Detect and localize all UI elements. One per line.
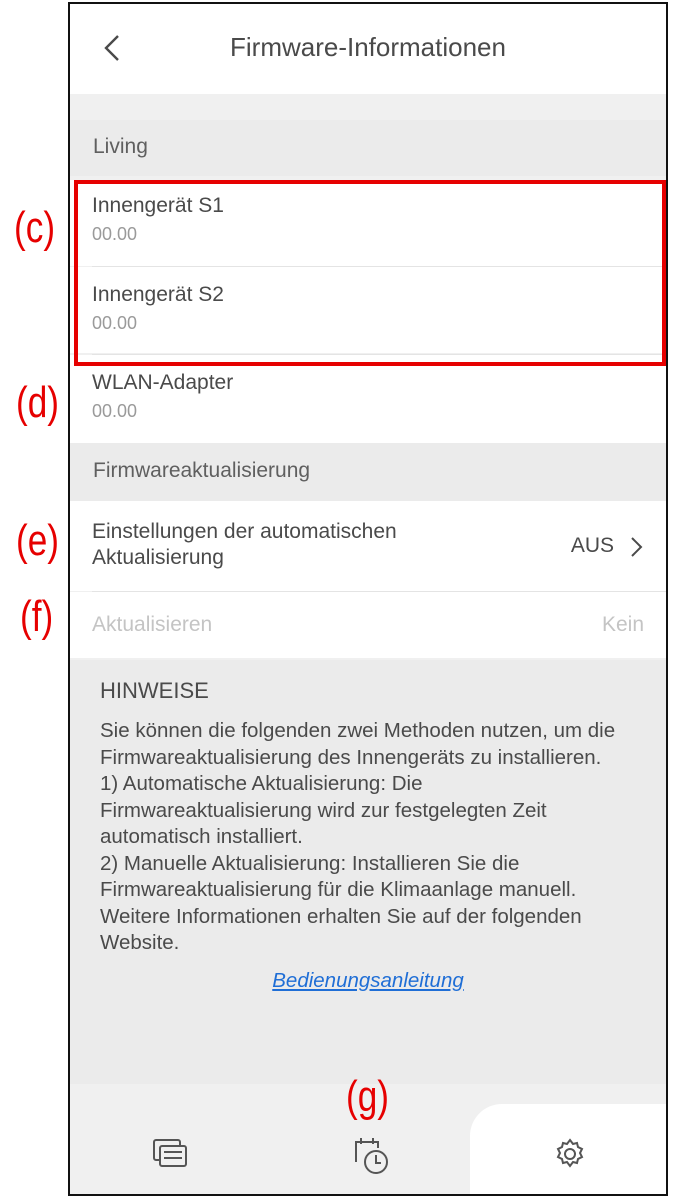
nav-settings-button[interactable] <box>548 1132 592 1176</box>
device-version: 00.00 <box>92 224 138 244</box>
device-row-wlan <box>70 355 666 443</box>
device-name: WLAN-Adapter <box>92 371 234 394</box>
notes-heading: HINWEISE <box>100 678 209 703</box>
nav-timer-button[interactable] <box>348 1132 392 1176</box>
device-name: Innengerät S2 <box>92 283 224 306</box>
device-name: Innengerät S1 <box>92 194 224 217</box>
auto-update-row[interactable] <box>70 501 666 591</box>
nav-devices-button[interactable] <box>148 1132 192 1176</box>
annotation-g: (g) <box>346 1072 390 1121</box>
device-version: 00.00 <box>92 313 138 333</box>
section-living: Living <box>70 120 666 176</box>
auto-update-label-line1: Einstellungen der automatischen <box>92 520 397 543</box>
device-version: 00.00 <box>92 401 138 421</box>
update-label: Aktualisieren <box>92 613 213 636</box>
section-firmware-update: Firmwareaktualisierung <box>70 443 666 501</box>
timer-icon <box>348 1132 392 1176</box>
annotation-d: (d) <box>16 378 60 427</box>
auto-update-value: AUS <box>570 534 614 557</box>
highlight-box <box>74 180 666 366</box>
annotation-f: (f) <box>20 592 54 641</box>
update-value: Kein <box>601 613 644 636</box>
auto-update-label-line2: Aktualisierung <box>92 546 224 569</box>
header <box>70 4 666 94</box>
manual-link[interactable]: Bedienungsanleitung <box>272 968 464 992</box>
gear-icon <box>548 1132 592 1176</box>
page-title: Firmware-Informationen <box>230 32 506 62</box>
update-row <box>70 592 666 658</box>
devices-icon <box>148 1132 192 1176</box>
notes-body: Sie können die folgenden zwei Methoden nutzen, um die Firmwareaktualisierung des Innengeräts zu installieren. 1) Automatische Aktualisierung: Die Firmwareaktualisierung wird zur festgelegten Zeit automatisch installiert. 2) Manuelle Aktualisierung: Installieren Sie die Firmwareaktualisierung für die Klimaanlage manuell. Weitere Informationen erhalten Sie auf der folgenden Website. <box>100 719 616 954</box>
notes-panel <box>70 660 666 1088</box>
chevron-right-icon <box>626 534 646 560</box>
annotation-c: (c) <box>14 203 56 252</box>
annotation-e: (e) <box>16 516 60 565</box>
